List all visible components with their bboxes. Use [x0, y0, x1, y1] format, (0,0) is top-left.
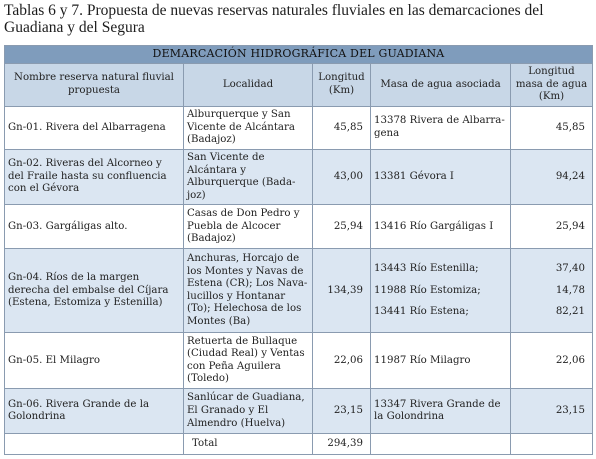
- cell-longitud: 134,39: [313, 249, 371, 333]
- cell-localidad: San Vicente de Alcántara y Alburquerque (Bada-joz): [184, 150, 313, 205]
- total-row: [5, 434, 593, 455]
- cell-masa: 11987 Río Milagro: [371, 333, 511, 389]
- cell-nombre: Gn-02. Riveras del Alcorneo y del Fraile hasta su confluencia con el Gévora: [5, 150, 184, 205]
- reserves-table: [4, 45, 593, 455]
- masa-item: 13443 Río Estenilla;: [374, 262, 479, 274]
- cell-masa: [371, 249, 511, 333]
- cell-longitud: 45,85: [313, 107, 371, 150]
- cell-localidad: Retuerta de Bullaque (Ciudad Real) y Ventas con Peña Aguilera (Toledo): [184, 333, 313, 389]
- cell-nombre: Gn-04. Ríos de la margen derecha del embalse del Cíjara (Estena, Estomiza y Estenilla): [5, 249, 184, 333]
- demarcation-banner: DEMARCACIÓN HIDROGRÁFICA DEL GUADIANA: [5, 46, 593, 64]
- masa-length: 14,78: [555, 284, 585, 296]
- cell-longitud-masa: 22,06: [511, 333, 593, 389]
- table-row: [5, 333, 593, 389]
- cell-masa: 13347 Rivera Grande de la Golondrina: [371, 389, 511, 434]
- header-masa: Masa de agua asociada: [371, 64, 511, 107]
- cell-longitud-masa: 23,15: [511, 389, 593, 434]
- table-row: [5, 249, 593, 333]
- total-empty: [371, 434, 511, 455]
- cell-longitud-masa: 25,94: [511, 205, 593, 249]
- cell-localidad: Casas de Don Pedro y Puebla de Alcocer (Badajoz): [184, 205, 313, 249]
- cell-nombre: Gn-03. Gargáligas alto.: [5, 205, 184, 249]
- cell-localidad: Sanlúcar de Guadiana, El Granado y El Almendro (Huelva): [184, 389, 313, 434]
- table-row: [5, 150, 593, 205]
- masa-item: 11988 Río Estomiza;: [374, 284, 481, 296]
- cell-masa: 13416 Río Gargáligas I: [371, 205, 511, 249]
- cell-localidad: Anchuras, Horcajo de los Montes y Navas de Estena (CR); Los Nava-lucillos y Hontanar (To); Helechosa de los Montes (Ba): [184, 249, 313, 333]
- header-longitud: Longitud (Km): [313, 64, 371, 107]
- table-row: [5, 107, 593, 150]
- cell-localidad: Alburquerque y San Vicente de Alcántara (Badajoz): [184, 107, 313, 150]
- table-title: Tablas 6 y 7. Propuesta de nuevas reservas naturales fluviales en las demarcaciones del Guadiana y del Segura: [4, 2, 544, 36]
- masa-length: 37,40: [555, 262, 585, 274]
- total-empty: [5, 434, 184, 455]
- cell-longitud-masa: 94,24: [511, 150, 593, 205]
- masa-item: 13441 Río Estena;: [374, 306, 469, 318]
- cell-longitud: 43,00: [313, 150, 371, 205]
- cell-masa: 13378 Rivera de Albarra-gena: [371, 107, 511, 150]
- cell-longitud: 22,06: [313, 333, 371, 389]
- header-localidad: Localidad: [184, 64, 313, 107]
- table-row: [5, 389, 593, 434]
- table-row: [5, 205, 593, 249]
- header-longitud-masa: Longitud masa de agua (Km): [511, 64, 593, 107]
- cell-longitud-masa: 45,85: [511, 107, 593, 150]
- masa-length: 82,21: [555, 306, 585, 318]
- cell-longitud: 23,15: [313, 389, 371, 434]
- total-label: Total: [184, 434, 313, 455]
- cell-longitud: 25,94: [313, 205, 371, 249]
- header-nombre: Nombre reserva natural fluvial propuesta: [5, 64, 184, 107]
- total-value: 294,39: [313, 434, 371, 455]
- total-empty: [511, 434, 593, 455]
- cell-masa: 13381 Gévora I: [371, 150, 511, 205]
- cell-longitud-masa: [511, 249, 593, 333]
- cell-nombre: Gn-06. Rivera Grande de la Golondrina: [5, 389, 184, 434]
- cell-nombre: Gn-05. El Milagro: [5, 333, 184, 389]
- cell-nombre: Gn-01. Rivera del Albarragena: [5, 107, 184, 150]
